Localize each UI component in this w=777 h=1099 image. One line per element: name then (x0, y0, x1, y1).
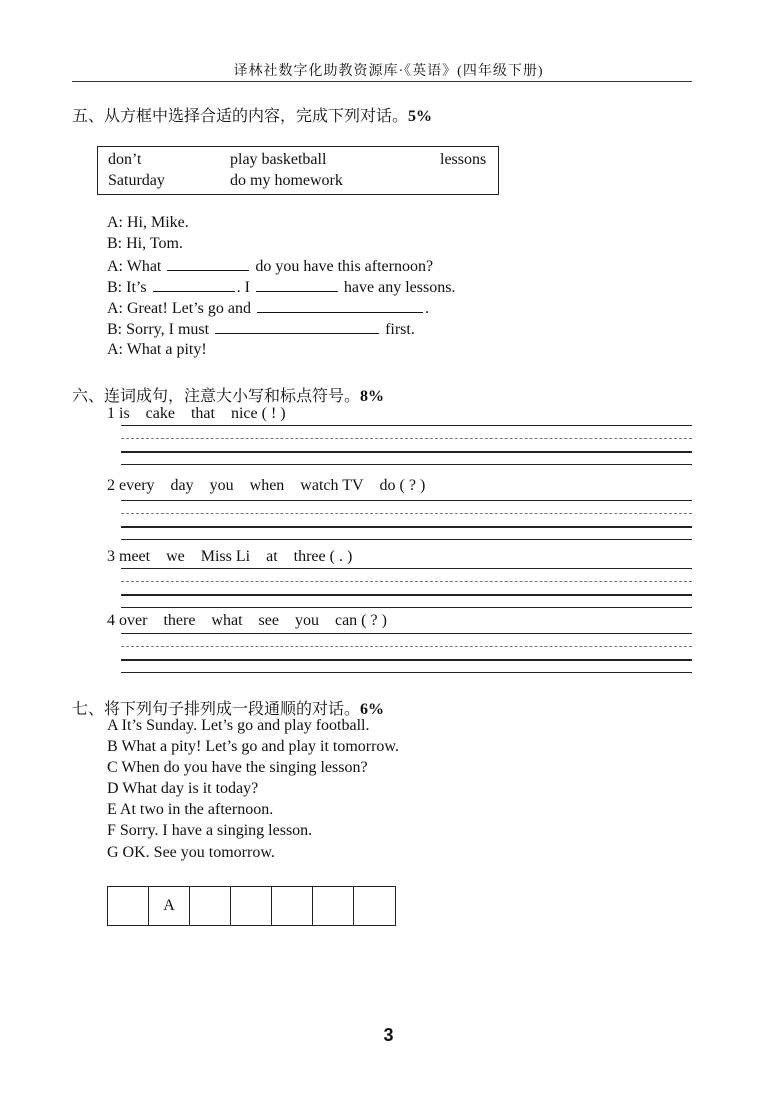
writing-guide-line (121, 581, 692, 582)
answer-cell[interactable] (231, 887, 272, 925)
answer-blank[interactable] (256, 277, 338, 292)
dialogue-line (107, 298, 429, 318)
writing-line[interactable] (121, 633, 692, 634)
writing-line[interactable] (121, 425, 692, 426)
option-sentence: E At two in the afternoon. (107, 801, 274, 818)
answer-cell[interactable] (272, 887, 313, 925)
answer-blank[interactable] (153, 277, 235, 292)
scramble-word: that (190, 405, 215, 422)
answer-blank[interactable] (215, 319, 379, 334)
section-7-title (72, 696, 384, 719)
word-box (97, 146, 499, 195)
answer-blank[interactable] (257, 298, 423, 313)
writing-line (121, 672, 692, 673)
section-7-heading: 七、将下列句子排列成一段通顺的对话。 (72, 699, 361, 718)
scramble-word: cake (145, 405, 175, 422)
writing-guide-line (121, 438, 692, 439)
scramble-item (107, 477, 437, 495)
dialogue-text: A: Hi, Mike. (107, 214, 189, 231)
dialogue-line (107, 319, 415, 339)
dialogue-text: A: What a pity! (107, 341, 207, 358)
item-number: 2 (107, 477, 115, 494)
dialogue-line (107, 214, 189, 232)
writing-line (121, 607, 692, 608)
dialogue-text: B: It’s (107, 279, 147, 296)
dialogue-text: A: What (107, 258, 162, 275)
box-word: play basketball (230, 151, 327, 168)
dialogue-text: A: Great! Let’s go and (107, 300, 251, 317)
writing-guide-line (121, 646, 692, 647)
dialogue-text: . I (236, 279, 250, 296)
scramble-item (107, 405, 298, 423)
dialogue-line (107, 277, 455, 297)
answer-cell[interactable]: A (149, 887, 190, 925)
writing-line[interactable] (121, 500, 692, 501)
scramble-word: you (209, 477, 234, 494)
dialogue-line (107, 235, 183, 253)
writing-guide-line (121, 513, 692, 514)
item-number: 4 (107, 612, 115, 629)
option-sentence: G OK. See you tomorrow. (107, 844, 275, 861)
dialogue-text: have any lessons. (343, 279, 456, 296)
dialogue-text: do you have this afternoon? (255, 258, 434, 275)
scramble-word: nice ( ! ) (230, 405, 286, 422)
option-sentence: B What a pity! Let’s go and play it tomorrow. (107, 738, 399, 755)
section-6-heading: 六、连词成句，注意大小写和标点符号。 (72, 386, 361, 405)
writing-baseline (121, 594, 692, 596)
box-word: Saturday (108, 172, 165, 189)
dialogue-line (107, 256, 433, 276)
scramble-word: see (258, 612, 279, 629)
writing-baseline (121, 451, 692, 453)
scramble-word: every (119, 477, 155, 494)
scramble-word: can ( ? ) (334, 612, 387, 629)
box-word: do my homework (230, 172, 343, 189)
item-number: 3 (107, 548, 115, 565)
scramble-word: over (119, 612, 148, 629)
option-sentence: F Sorry. I have a singing lesson. (107, 822, 313, 839)
scramble-word: Miss Li (200, 548, 251, 565)
option-sentence: C When do you have the singing lesson? (107, 759, 368, 776)
scramble-word: you (294, 612, 319, 629)
scramble-word: do ( ? ) (379, 477, 426, 494)
page-header: 译林社数字化助教资源库·《英语》(四年级下册) (233, 64, 544, 79)
writing-line (121, 539, 692, 540)
scramble-item (107, 612, 399, 630)
answer-grid (107, 886, 396, 926)
dialogue-text: B: Hi, Tom. (107, 235, 183, 252)
scramble-item (107, 548, 364, 566)
answer-blank[interactable] (167, 256, 249, 271)
dialogue-text: first. (385, 321, 415, 338)
scramble-word: watch TV (300, 477, 364, 494)
box-word: lessons (440, 151, 487, 168)
section-5-heading: 五、从方框中选择合适的内容，完成下列对话。 (72, 106, 409, 125)
scramble-word: at (266, 548, 278, 565)
dialogue-line (107, 341, 207, 359)
scramble-word: day (170, 477, 194, 494)
dialogue-text: B: Sorry, I must (107, 321, 210, 338)
answer-cell[interactable] (190, 887, 231, 925)
section-7-percent: 6% (360, 701, 385, 718)
option-sentence: D What day is it today? (107, 780, 259, 797)
scramble-word: three ( . ) (293, 548, 353, 565)
answer-cell[interactable] (313, 887, 354, 925)
option-sentence: A It’s Sunday. Let’s go and play football. (107, 717, 370, 734)
item-number: 1 (107, 405, 115, 422)
box-word: don’t (108, 151, 142, 168)
writing-line (121, 464, 692, 465)
scramble-word: is (119, 405, 130, 422)
section-6-title (72, 383, 384, 406)
answer-cell[interactable] (354, 887, 395, 925)
scramble-word: there (163, 612, 196, 629)
dialogue-text: . (424, 300, 429, 317)
writing-baseline (121, 659, 692, 661)
scramble-word: meet (119, 548, 151, 565)
section-6-percent: 8% (360, 388, 385, 405)
writing-line[interactable] (121, 568, 692, 569)
scramble-word: when (249, 477, 285, 494)
answer-cell[interactable] (108, 887, 149, 925)
section-5-percent: 5% (408, 108, 433, 125)
header-divider (72, 81, 692, 82)
writing-baseline (121, 526, 692, 528)
scramble-word: what (211, 612, 243, 629)
section-5-title (72, 103, 432, 126)
page-number: 3 (383, 1025, 394, 1045)
scramble-word: we (166, 548, 185, 565)
